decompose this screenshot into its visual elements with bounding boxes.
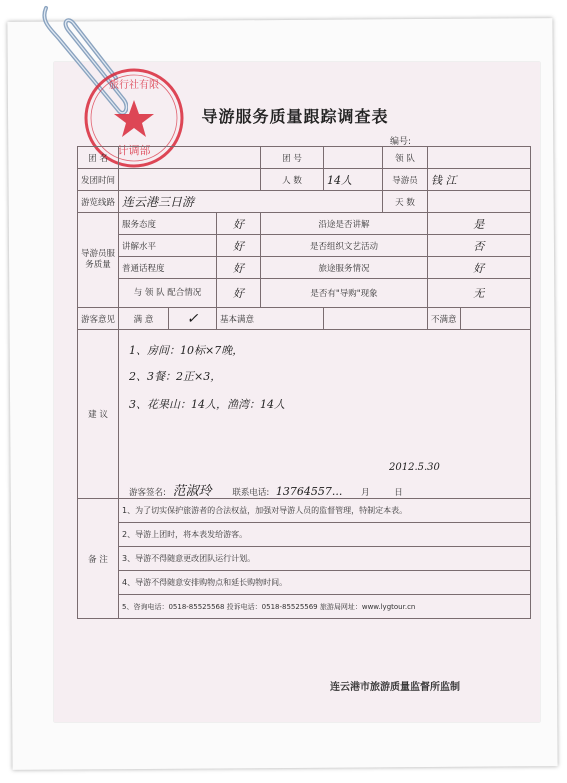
- days-label: 天 数: [383, 191, 428, 213]
- notes-row: [78, 523, 531, 547]
- leader-label: 领 队: [383, 147, 428, 169]
- quality-item-value: 好: [217, 235, 261, 257]
- quality-right-label: 是否组织文艺活动: [261, 235, 428, 257]
- suggestion-line: 1、房间：10标×7晚，: [129, 344, 244, 357]
- svg-text:旅行社有限: 旅行社有限: [109, 80, 159, 91]
- quality-right-label: 是否有"导购"现象: [261, 279, 428, 308]
- quality-item-value: 好: [217, 257, 261, 279]
- notes-row: [78, 595, 531, 619]
- suggestions-row: [78, 330, 531, 499]
- leader-value: [428, 147, 531, 169]
- notes-label: 备 注: [78, 499, 119, 619]
- notes-row: [78, 547, 531, 571]
- note-item: 2、导游上团时，将本表发给游客。: [119, 523, 531, 547]
- quality-right-value: 好: [428, 257, 531, 279]
- quality-item-value: 好: [217, 279, 261, 308]
- guide-value: 钱 江: [428, 169, 531, 191]
- satisfied-label: 满 意: [119, 308, 169, 330]
- quality-item-label: 讲解水平: [119, 235, 217, 257]
- note-item: 5、咨询电话：0518-85525568 投诉电话：0518-85525569 旅游局网址：www.lygtour.cn: [119, 595, 531, 619]
- basic-satisfied-label: 基本满意: [217, 308, 324, 330]
- count-value: 14人: [324, 169, 383, 191]
- note-item: 1、为了切实保护旅游者的合法权益，加强对导游人员的监督管理，特制定本表。: [119, 499, 531, 523]
- quality-row: [78, 213, 531, 235]
- form-title: 导游服务质量跟踪调查表: [201, 107, 389, 126]
- table-row: [78, 147, 531, 169]
- signature-label: 游客签名:: [129, 488, 166, 498]
- quality-item-label: 与 领 队 配合情况: [119, 279, 217, 308]
- quality-right-label: 旅途服务情况: [261, 257, 428, 279]
- table-row: [78, 191, 531, 213]
- quality-item-label: 普通话程度: [119, 257, 217, 279]
- count-label: 人 数: [261, 169, 324, 191]
- route-label: 游览线路: [78, 191, 119, 213]
- quality-row: [78, 235, 531, 257]
- suggestion-line: 2、3餐：2正×3，: [129, 370, 222, 383]
- phone-label: 联系电话:: [232, 488, 270, 498]
- quality-row: [78, 257, 531, 279]
- signature-block: [129, 480, 403, 499]
- check-mark-icon: ✓: [169, 308, 217, 330]
- not-satisfied-label: 不满意: [428, 308, 461, 330]
- number-label: 编号:: [390, 137, 412, 147]
- table-row: [78, 169, 531, 191]
- footer-text: 连云港市旅游质量监督所监制: [330, 682, 460, 693]
- group-name-label: 团 名: [78, 147, 119, 169]
- group-no-label: 团 号: [261, 147, 324, 169]
- suggestions-cell: [119, 330, 531, 499]
- quality-row: [78, 279, 531, 308]
- month-label: 月: [361, 488, 370, 498]
- group-no-value: [324, 147, 383, 169]
- quality-right-value: 是: [428, 213, 531, 235]
- note-item: 4、导游不得随意安排购物点和延长购物时间。: [119, 571, 531, 595]
- quality-right-label: 沿途是否讲解: [261, 213, 428, 235]
- survey-table: [77, 146, 531, 619]
- suggestions-label: 建 议: [78, 330, 119, 499]
- signature-value: 范淑玲: [172, 484, 212, 499]
- notes-row: [78, 571, 531, 595]
- quality-right-value: 否: [428, 235, 531, 257]
- quality-side-label: 导游员服务质量: [78, 213, 119, 308]
- basic-satisfied-value: [324, 308, 428, 330]
- opinion-row: [78, 308, 531, 330]
- note-item: 3、导游不得随意更改团队运行计划。: [119, 547, 531, 571]
- quality-item-label: 服务态度: [119, 213, 217, 235]
- quality-item-value: 好: [217, 213, 261, 235]
- route-value: 连云港三日游: [119, 191, 383, 213]
- notes-row: [78, 499, 531, 523]
- guide-label: 导游员: [383, 169, 428, 191]
- phone-value: 13764557...: [275, 485, 343, 498]
- svg-text:计调部: 计调部: [117, 144, 151, 157]
- not-satisfied-value: [460, 308, 530, 330]
- date-value: 2012.5.30: [389, 462, 440, 473]
- group-name-value: [119, 147, 261, 169]
- suggestion-line: 3、花果山：14人，渔湾：14人: [129, 398, 286, 411]
- opinion-label: 游客意见: [78, 308, 119, 330]
- quality-right-value: 无: [428, 279, 531, 308]
- day-label: 日: [394, 488, 403, 498]
- depart-time-label: 发团时间: [78, 169, 119, 191]
- days-value: [428, 191, 531, 213]
- depart-time-value: [119, 169, 261, 191]
